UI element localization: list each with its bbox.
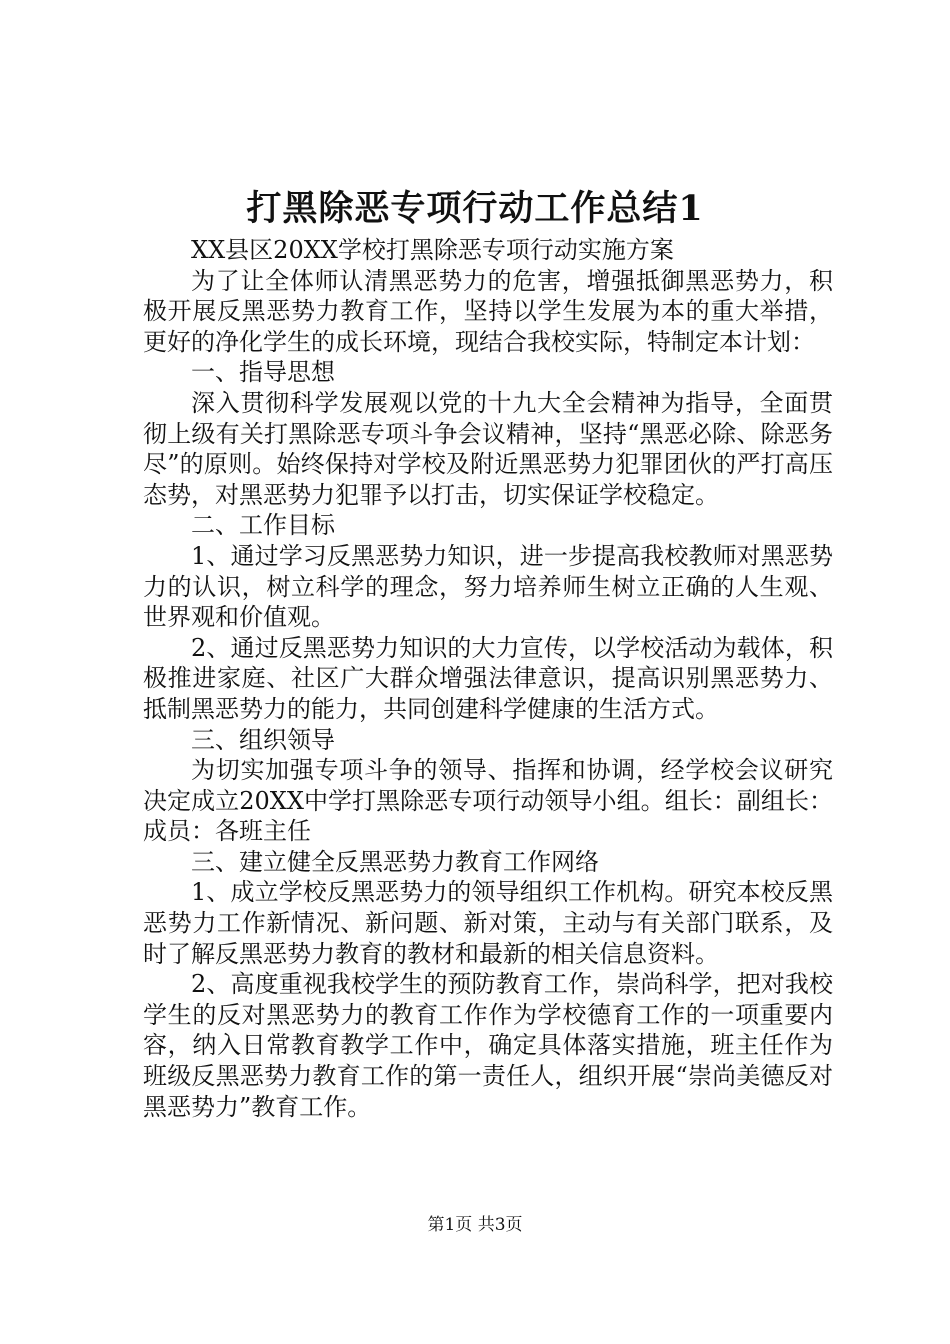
paragraph-plan-heading: XX县区20XX学校打黑除恶专项行动实施方案 [191,236,674,264]
section-heading-leadership: 三、组织领导 [191,725,335,754]
paragraph-network-2: 2、高度重视我校学生的预防教育工作，崇尚科学，把对我校学生的反对黑恶势力的教育工作作为学校德育工作的一项重要内容，纳入日常教育教学工作中，确定具体落实措施，班主任作为班级反黑恶势力教育工作的第一责任人，组织开展“崇尚美德反对黑恶势力”教育工作。 [143,970,833,1121]
section-heading-guiding-thought: 一、指导思想 [191,358,335,387]
paragraph-goal-2: 2、通过反黑恶势力知识的大力宣传，以学校活动为载体，积极推进家庭、社区广大群众增强法律意识，提高识别黑恶势力、抵制黑恶势力的能力，共同创建科学健康的生活方式。 [143,633,833,723]
paragraph-guiding-thought: 深入贯彻科学发展观以党的十九大全会精神为指导，全面贯彻上级有关打黑除恶专项斗争会议精神，坚持“黑恶必除、除恶务尽”的原则。始终保持对学校及附近黑恶势力犯罪团伙的严打高压态势，对黑恶势力犯罪予以打击，切实保证学校稳定。 [143,388,833,509]
paragraph-leadership: 为切实加强专项斗争的领导、指挥和协调，经学校会议研究决定成立20XX中学打黑除恶专项行动领导小组。组长：副组长：成员：各班主任 [143,756,833,846]
page-title: 打黑除恶专项行动工作总结1 [246,188,704,229]
paragraph-goal-1: 1、通过学习反黑恶势力知识，进一步提高我校教师对黑恶势力的认识，树立科学的理念，努力培养师生树立正确的人生观、世界观和价值观。 [143,541,833,632]
page-number: 第1页 [427,1215,473,1235]
section-heading-network: 三、建立健全反黑恶势力教育工作网络 [191,847,599,876]
paragraph-intro: 为了让全体师认清黑恶势力的危害，增强抵御黑恶势力，积极开展反黑恶势力教育工作，坚持以学生发展为本的重大举措，更好的净化学生的成长环境，现结合我校实际，特制定本计划： [143,266,833,356]
paragraph-network-1: 1、成立学校反黑恶势力的领导组织工作机构。研究本校反黑恶势力工作新情况、新问题、新对策，主动与有关部门联系，及时了解反黑恶势力教育的教材和最新的相关信息资料。 [143,878,833,968]
document-body [143,235,833,1122]
page-footer [0,1213,950,1237]
section-heading-work-goals: 二、工作目标 [191,511,335,540]
page-total: 共3页 [477,1215,523,1235]
